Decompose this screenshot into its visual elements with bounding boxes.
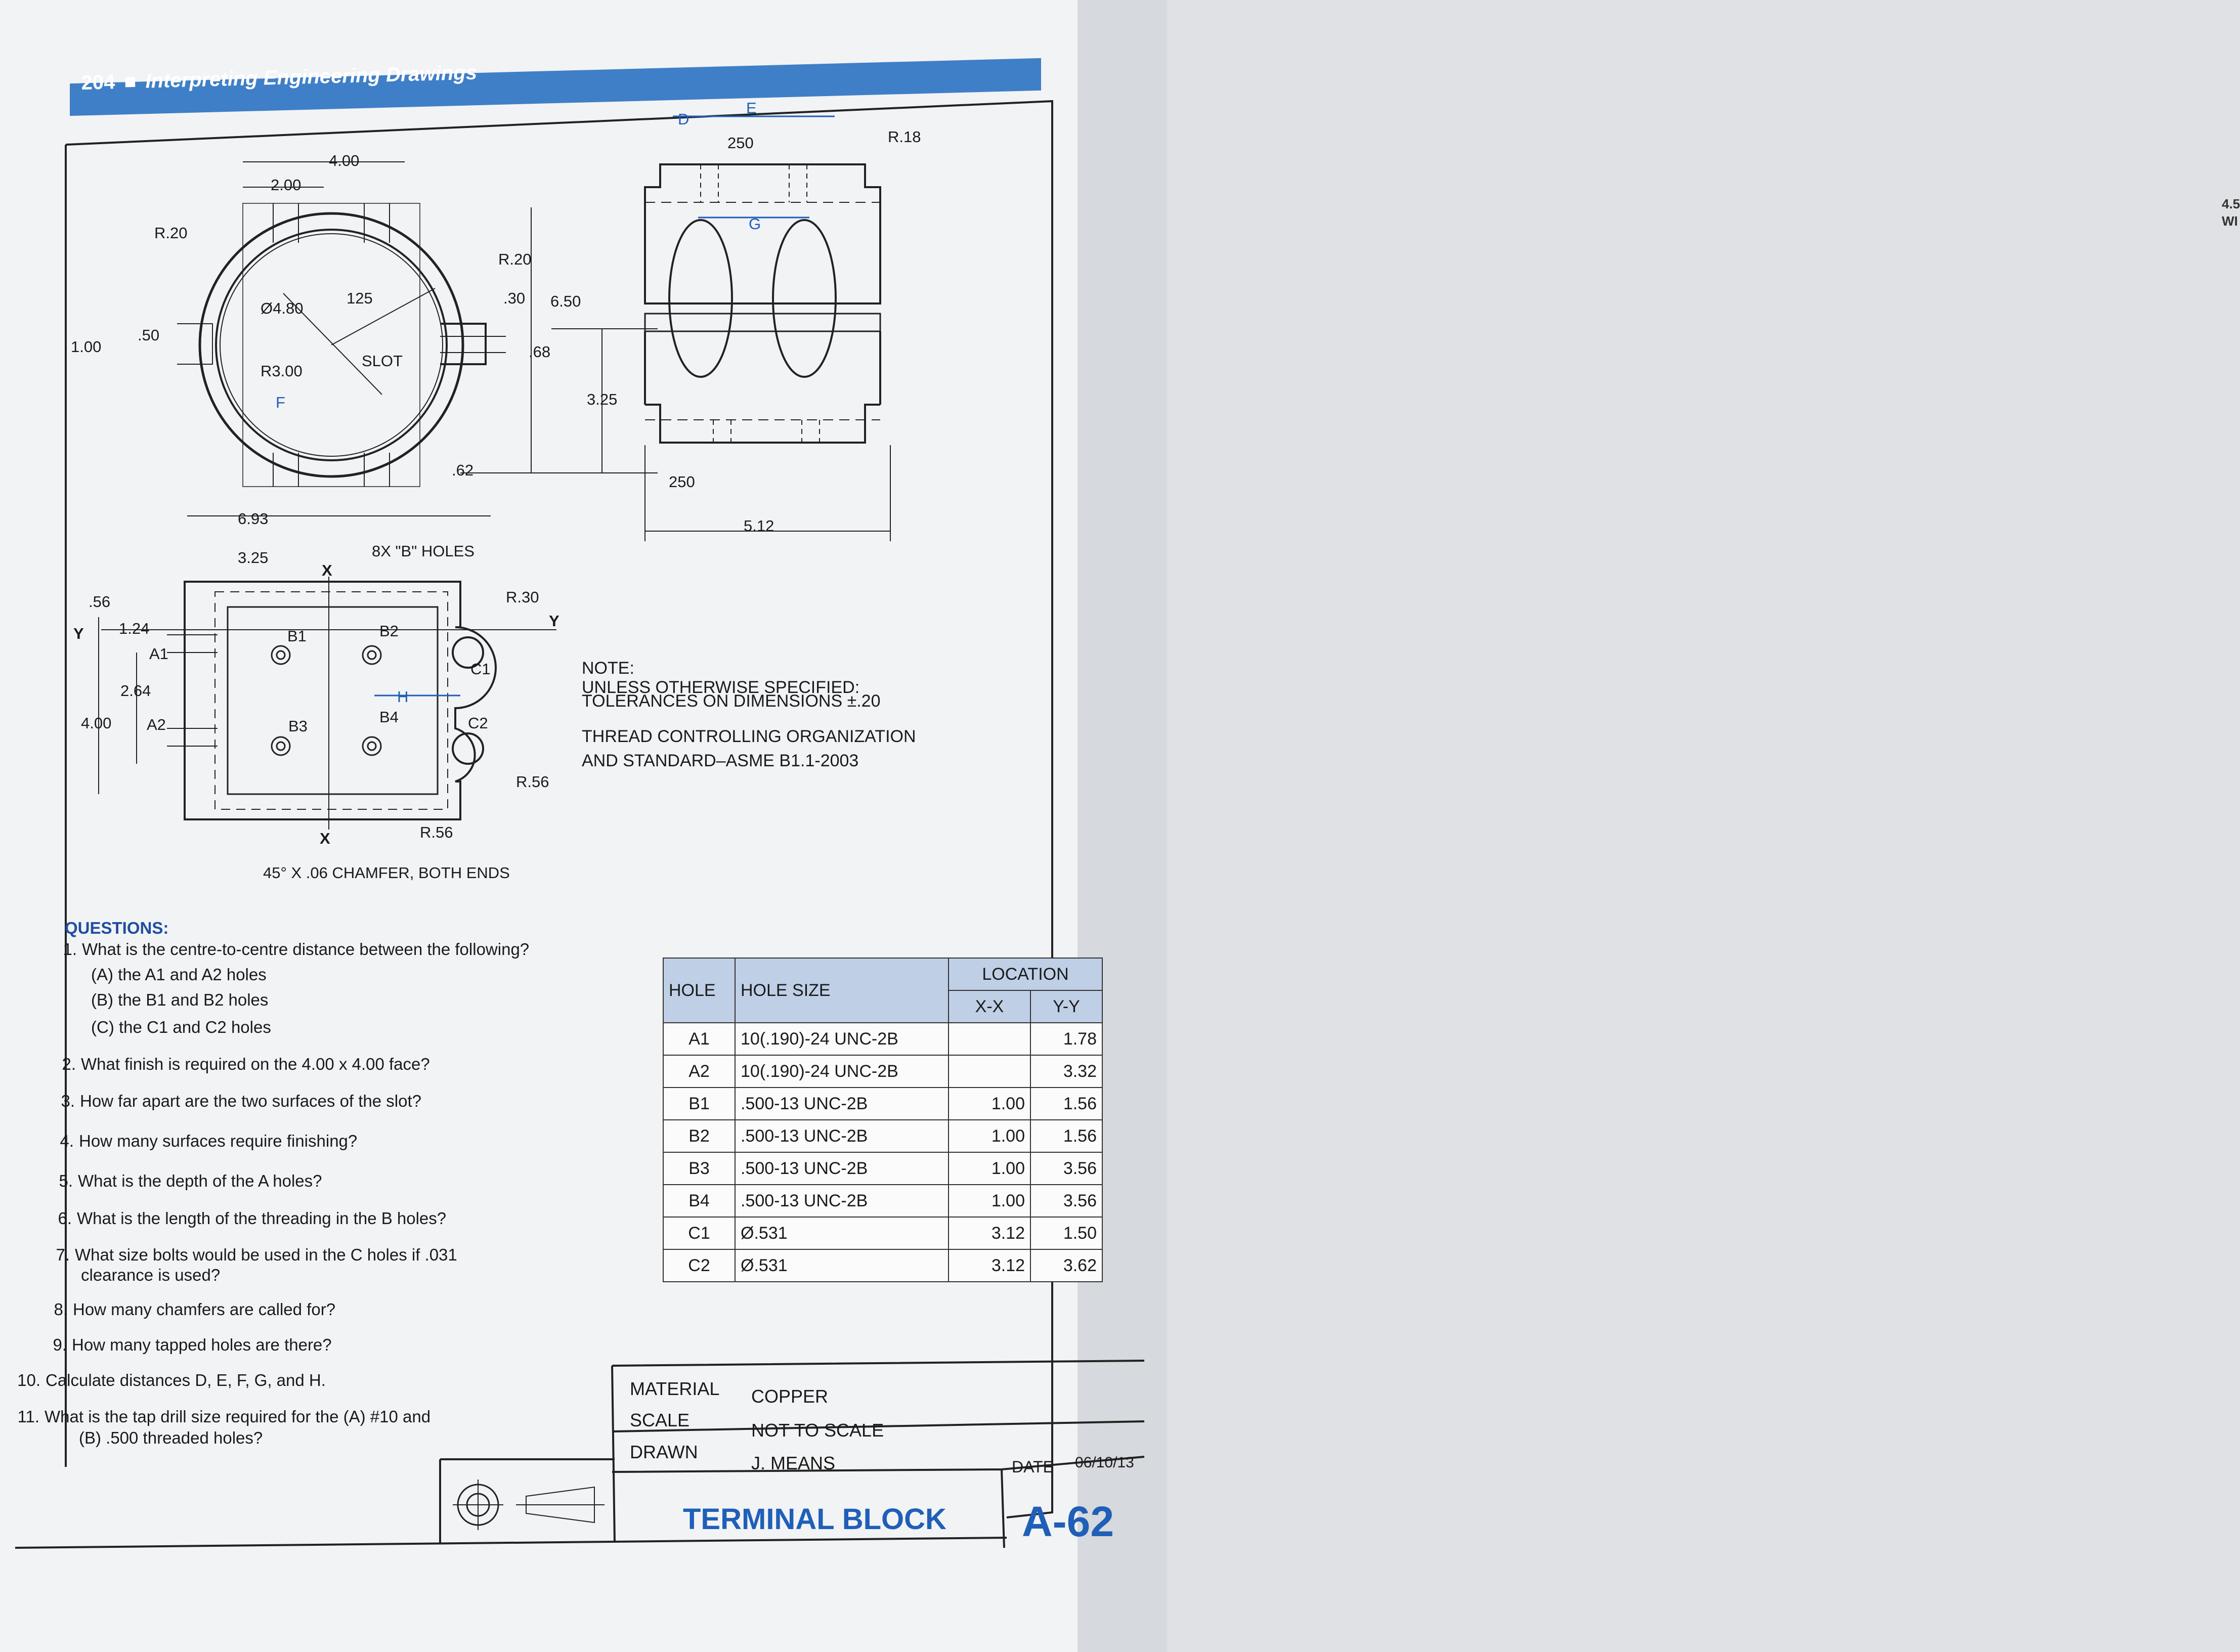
dim-2-64: 2.64: [120, 682, 151, 700]
label-c2: C2: [468, 714, 488, 732]
dim-r3-00: R3.00: [261, 362, 303, 380]
question-5: 5. What is the depth of the A holes?: [59, 1171, 322, 1190]
finish-250-top: 250: [727, 134, 754, 152]
table-row: B3 .500-13 UNC-2B 1.00 3.56: [663, 1152, 1102, 1185]
dim-50: .50: [138, 326, 160, 344]
material-value: COPPER: [751, 1386, 829, 1407]
date-value: 06/10/13: [1075, 1454, 1134, 1471]
date-label: DATE: [1012, 1458, 1054, 1476]
question-11-cont: (B) .500 threaded holes?: [79, 1428, 263, 1447]
dim-6-93: 6.93: [238, 510, 269, 528]
drawn-label: DRAWN: [630, 1442, 698, 1462]
section-x-top: X: [322, 561, 332, 579]
dim-r20-left: R.20: [154, 224, 188, 242]
dim-5-12: 5.12: [744, 517, 774, 535]
table-row: B2 .500-13 UNC-2B 1.00 1.56: [663, 1120, 1102, 1152]
label-b1: B1: [287, 627, 307, 645]
dim-dia-4-80: Ø4.80: [261, 299, 304, 317]
label-b4: B4: [379, 708, 399, 726]
questions-title: QUESTIONS:: [65, 919, 169, 937]
col-yy: Y-Y: [1030, 990, 1102, 1023]
question-9: 9. How many tapped holes are there?: [53, 1335, 332, 1354]
question-7-cont: clearance is used?: [81, 1266, 221, 1284]
dim-6-50: 6.50: [550, 292, 581, 310]
question-1a: (A) the A1 and A2 holes: [91, 965, 267, 984]
dim-3-25-bottom: 3.25: [238, 549, 269, 567]
dim-e-label: E: [746, 99, 757, 117]
label-b3: B3: [288, 717, 308, 735]
table-row: B4 .500-13 UNC-2B 1.00 3.56: [663, 1185, 1102, 1217]
border-bottom: [15, 1538, 1007, 1548]
dim-1-00: 1.00: [71, 338, 102, 356]
hole-table: [663, 958, 1103, 1282]
question-3: 3. How far apart are the two surfaces of the slot?: [61, 1092, 422, 1110]
dim-r18: R.18: [888, 128, 921, 146]
dim-56: .56: [89, 593, 111, 611]
adjacent-page-text-1: 4.5: [2222, 196, 2240, 211]
scale-label: SCALE: [630, 1410, 690, 1430]
page-number: 204: [81, 71, 115, 94]
dim-2-00: 2.00: [271, 176, 301, 194]
dim-30: .30: [503, 289, 526, 307]
dim-r56-right: R.56: [516, 773, 549, 791]
label-a1: A1: [149, 645, 168, 663]
top-view: [99, 577, 556, 830]
drawing-title: TERMINAL BLOCK: [683, 1503, 946, 1536]
header-bullet: ■: [123, 70, 137, 93]
dim-62: .62: [452, 461, 474, 479]
note-line-2: TOLERANCES ON DIMENSIONS ±.20: [582, 691, 881, 711]
finish-250-bottom: 250: [669, 473, 695, 491]
finish-125: 125: [347, 289, 373, 307]
question-4: 4. How many surfaces require finishing?: [60, 1132, 358, 1150]
section-x-bottom: X: [320, 830, 330, 847]
dim-r56-bottom: R.56: [420, 823, 453, 841]
question-2: 2. What finish is required on the 4.00 x 4.00 face?: [62, 1055, 430, 1073]
col-hole: HOLE: [663, 958, 735, 1023]
dim-r20-right: R.20: [498, 250, 532, 268]
dim-r30: R.30: [506, 588, 539, 606]
question-6: 6. What is the length of the threading in the B holes?: [58, 1209, 447, 1228]
scale-value: NOT TO SCALE: [751, 1420, 884, 1441]
note-line-1: UNLESS OTHERWISE SPECIFIED:: [582, 678, 860, 697]
table-row: C2 Ø.531 3.12 3.62: [663, 1249, 1102, 1282]
dim-3-25-right: 3.25: [587, 390, 618, 408]
question-8: 8. How many chamfers are called for?: [54, 1300, 336, 1319]
question-1c: (C) the C1 and C2 holes: [91, 1018, 271, 1036]
question-11: 11. What is the tap drill size required for the (A) #10 and: [17, 1407, 431, 1426]
holes-8x-b: 8X "B" HOLES: [372, 542, 475, 560]
note-line-4: AND STANDARD–ASME B1.1-2003: [582, 751, 859, 770]
question-1b: (B) the B1 and B2 holes: [91, 990, 269, 1009]
drawn-value: J. MEANS: [751, 1453, 836, 1473]
projection-cone: [516, 1487, 605, 1523]
dim-h-label: H: [397, 688, 409, 706]
note-heading: NOTE:: [582, 659, 634, 678]
slot-label: SLOT: [362, 352, 403, 370]
col-hole-size: HOLE SIZE: [735, 958, 949, 1023]
adjacent-page: [1078, 0, 2240, 1652]
dim-f-label: F: [276, 394, 285, 411]
question-1: 1. What is the centre-to-centre distance between the following?: [63, 940, 530, 959]
dim-4-00-left: 4.00: [81, 714, 112, 732]
adjacent-page-text-2: WI: [2222, 213, 2238, 229]
table-row: A2 10(.190)-24 UNC-2B 3.32: [663, 1055, 1102, 1088]
material-label: MATERIAL: [630, 1378, 720, 1399]
table-row: B1 .500-13 UNC-2B 1.00 1.56: [663, 1088, 1102, 1120]
dim-1-24: 1.24: [119, 620, 150, 637]
chapter-title: Interpreting Engineering Drawings: [145, 61, 478, 93]
section-y-right: Y: [549, 612, 559, 630]
note-line-3: THREAD CONTROLLING ORGANIZATION: [582, 727, 916, 746]
drawing-number: A-62: [1022, 1498, 1114, 1545]
dim-d-label: D: [678, 110, 690, 128]
col-location: LOCATION: [949, 958, 1102, 990]
label-a2: A2: [147, 716, 166, 733]
front-view: [177, 162, 658, 516]
dim-g-label: G: [749, 215, 761, 233]
label-c1: C1: [470, 660, 491, 678]
chamfer-note: 45° X .06 CHAMFER, BOTH ENDS: [263, 864, 510, 882]
table-row: C1 Ø.531 3.12 1.50: [663, 1217, 1102, 1249]
dim-4-00-top: 4.00: [329, 152, 360, 169]
dim-68: .68: [529, 343, 551, 361]
question-10: 10. Calculate distances D, E, F, G, and H.: [17, 1371, 326, 1389]
section-y-left: Y: [73, 625, 84, 642]
engineering-drawing: [0, 0, 1078, 1652]
label-b2: B2: [379, 622, 399, 640]
col-xx: X-X: [949, 990, 1030, 1023]
table-row: A1 10(.190)-24 UNC-2B 1.78: [663, 1023, 1102, 1055]
question-7: 7. What size bolts would be used in the C holes if .031: [56, 1245, 457, 1264]
